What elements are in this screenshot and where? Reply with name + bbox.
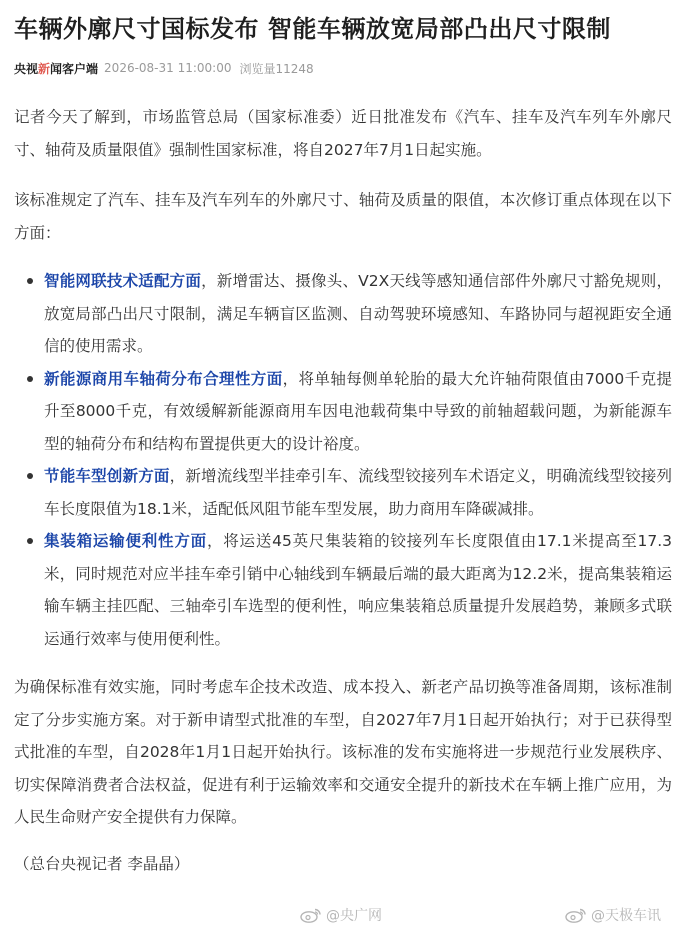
source-logo[interactable] xyxy=(14,60,98,77)
bullet-text: ，新增雷达、摄像头、V2X天线等感知通信部件外廓尺寸豁免规则，放宽局部凸出尺寸限制，满足车辆盲区监测、自动驾驶环境感知、车路协同与超视距安全通信的使用需求。 xyxy=(44,272,672,355)
bullet-title: 集装箱运输便利性方面 xyxy=(44,532,207,550)
list-item xyxy=(44,460,672,525)
source-accent: 新 xyxy=(38,61,51,76)
watermark-left xyxy=(300,905,382,925)
bullet-text: ，新增流线型半挂牵引车、流线型铰接列车术语定义，明确流线型铰接列车长度限值为18.1米，适配低风阻节能车型发展，助力商用车降碳减排。 xyxy=(44,467,672,518)
watermark-right xyxy=(565,905,661,925)
weibo-icon xyxy=(300,907,322,923)
weibo-icon xyxy=(565,907,587,923)
byline: （总台央视记者 李晶晶） xyxy=(14,854,190,873)
revision-points-list xyxy=(14,265,672,655)
bullet-dot xyxy=(27,278,33,284)
intro-paragraph: 记者今天了解到，市场监管总局（国家标准委）近日批准发布《汽车、挂车及汽车列车外廓尺寸、轴荷及质量限值》强制性国家标准，将自2027年7月1日起实施。 xyxy=(14,108,672,159)
bullet-title: 新能源商用车轴荷分布合理性方面 xyxy=(44,369,283,388)
watermarks xyxy=(0,903,690,927)
bullet-dot xyxy=(27,538,33,544)
source-suffix: 闻客户端 xyxy=(50,61,99,76)
list-item xyxy=(44,363,672,461)
bullet-text: ，将运送45英尺集装箱的铰接列车长度限值由17.1米提高至17.3米，同时规范对应半挂车牵引销中心轴线到车辆最后端的最大距离为12.2米，提高集装箱运输车辆主挂匹配、三轴牵引车选型的便利性，响应集装箱总质量提升发展趋势，兼顾多式联运通行效率与使用便利性。 xyxy=(44,532,672,648)
watermark-left-text: @央广网 xyxy=(326,908,382,924)
scope-paragraph: 该标准规定了汽车、挂车及汽车列车的外廓尺寸、轴荷及质量的限值，本次修订重点体现在以下方面： xyxy=(14,191,672,242)
view-count: 浏览量11248 xyxy=(239,61,314,76)
implementation-paragraph: 为确保标准有效实施，同时考虑车企技术改造、成本投入、新老产品切换等准备周期，该标准制定了分步实施方案。对于新申请型式批准的车型，自2027年7月1日起开始执行；对于已获得型式批准的车型，自2028年1月1日起开始执行。该标准的发布实施将进一步规范行业发展秩序、切实保障消费者合法权益，促进有利于运输效率和交通安全提升的新技术在车辆上推广应用，为人民生命财产安全提供有力保障。 xyxy=(14,678,672,826)
publish-date: 2026-08-31 11:00:00 xyxy=(104,61,232,75)
bullet-dot xyxy=(27,473,33,479)
bullet-title: 智能网联技术适配方面 xyxy=(44,272,202,290)
article-meta xyxy=(14,58,672,78)
bullet-title: 节能车型创新方面 xyxy=(44,467,170,485)
list-item xyxy=(44,265,672,363)
article-title: 车辆外廓尺寸国标发布 智能车辆放宽局部凸出尺寸限制 xyxy=(14,15,611,43)
source-prefix: 央视 xyxy=(14,61,39,76)
bullet-dot xyxy=(27,376,33,382)
list-item xyxy=(44,525,672,655)
bullet-text: ，将单轴每侧单轮胎的最大允许轴荷限值由7000千克提升至8000千克，有效缓解新能源商用车因电池载荷集中导致的前轴超载问题，为新能源车型的轴荷分布和结构布置提供更大的设计裕度。 xyxy=(44,369,672,453)
watermark-right-text: @天极车讯 xyxy=(591,908,661,924)
